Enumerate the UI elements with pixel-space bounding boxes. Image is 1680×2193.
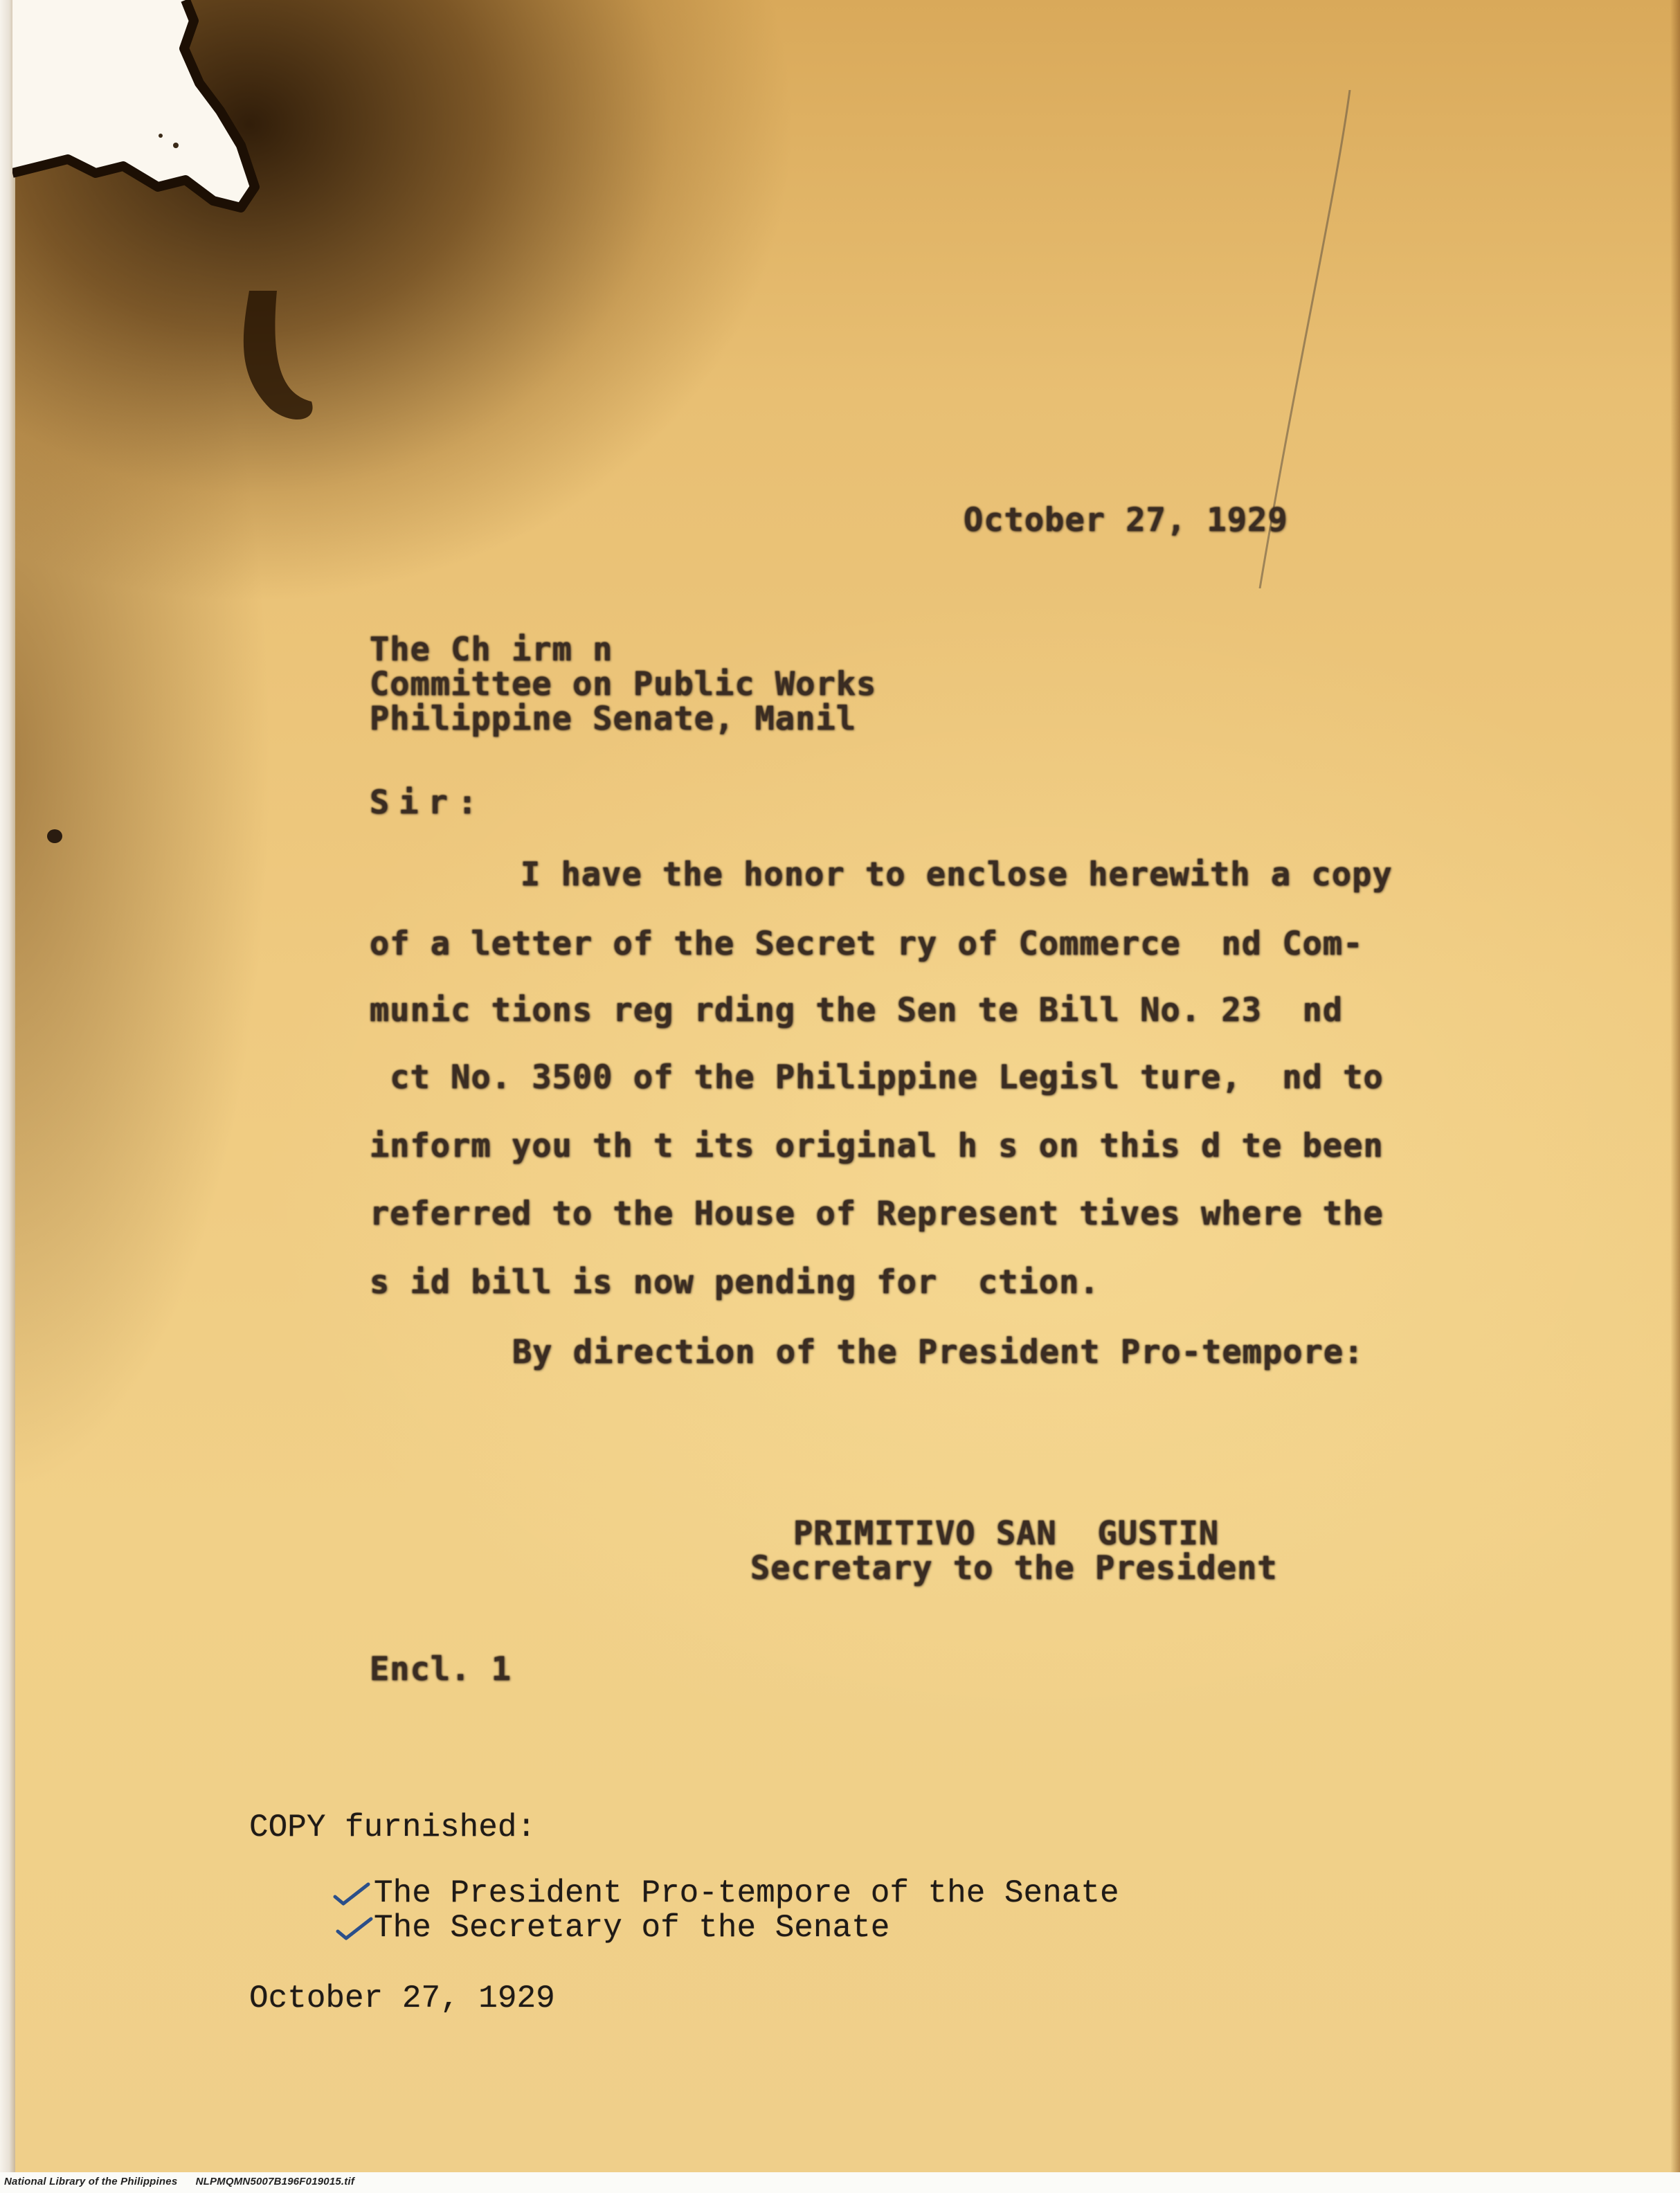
salutation: Sir: [370,784,487,822]
stain-drip-mark [228,291,332,429]
recipient-address-line: Philippine Senate, Manil [370,700,857,738]
check-mark-icon [335,1915,374,1942]
page-right-edge [1670,0,1680,2193]
body-text-line: I have the honor to enclose herewith a copy [521,856,1393,894]
archive-caption: National Library of the Philippines NLPMQMN5007B196F019015.tif [4,2176,355,2187]
recipient-address-line: The Ch irm n [370,631,613,669]
copy-furnished-heading: COPY furnished: [249,1810,536,1845]
recipient-address-line: Committee on Public Works [370,665,877,703]
burn-hole-damage [12,0,303,249]
check-mark-icon [332,1880,371,1908]
signatory-title: Secretary to the President [750,1549,1278,1587]
body-text-line: referred to the House of Represent tives where the [370,1195,1384,1233]
ink-dot-mark [47,829,62,843]
page-binding-edge [0,0,15,2193]
body-text-line: inform you th t its original h s on this d te been [370,1127,1384,1165]
copy-furnished-date: October 27, 1929 [249,1980,555,2016]
copy-recipient-line: The Secretary of the Senate [374,1910,890,1946]
letter-date: October 27, 1929 [964,501,1288,539]
body-text-line: ct No. 3500 of the Philippine Legisl ture, nd to [370,1058,1384,1096]
signatory-name: PRIMITIVO SAN GUSTIN [793,1515,1220,1553]
body-text-line: of a letter of the Secret ry of Commerce nd Com- [370,925,1364,963]
enclosure-note: Encl. 1 [370,1650,512,1688]
copy-recipient-line: The President Pro-tempore of the Senate [374,1875,1119,1911]
closing-direction-line: By direction of the President Pro-tempore: [512,1333,1364,1371]
body-text-line: s id bill is now pending for ction. [370,1263,1100,1301]
body-text-line: munic tions reg rding the Sen te Bill No. 23 nd [370,991,1344,1029]
